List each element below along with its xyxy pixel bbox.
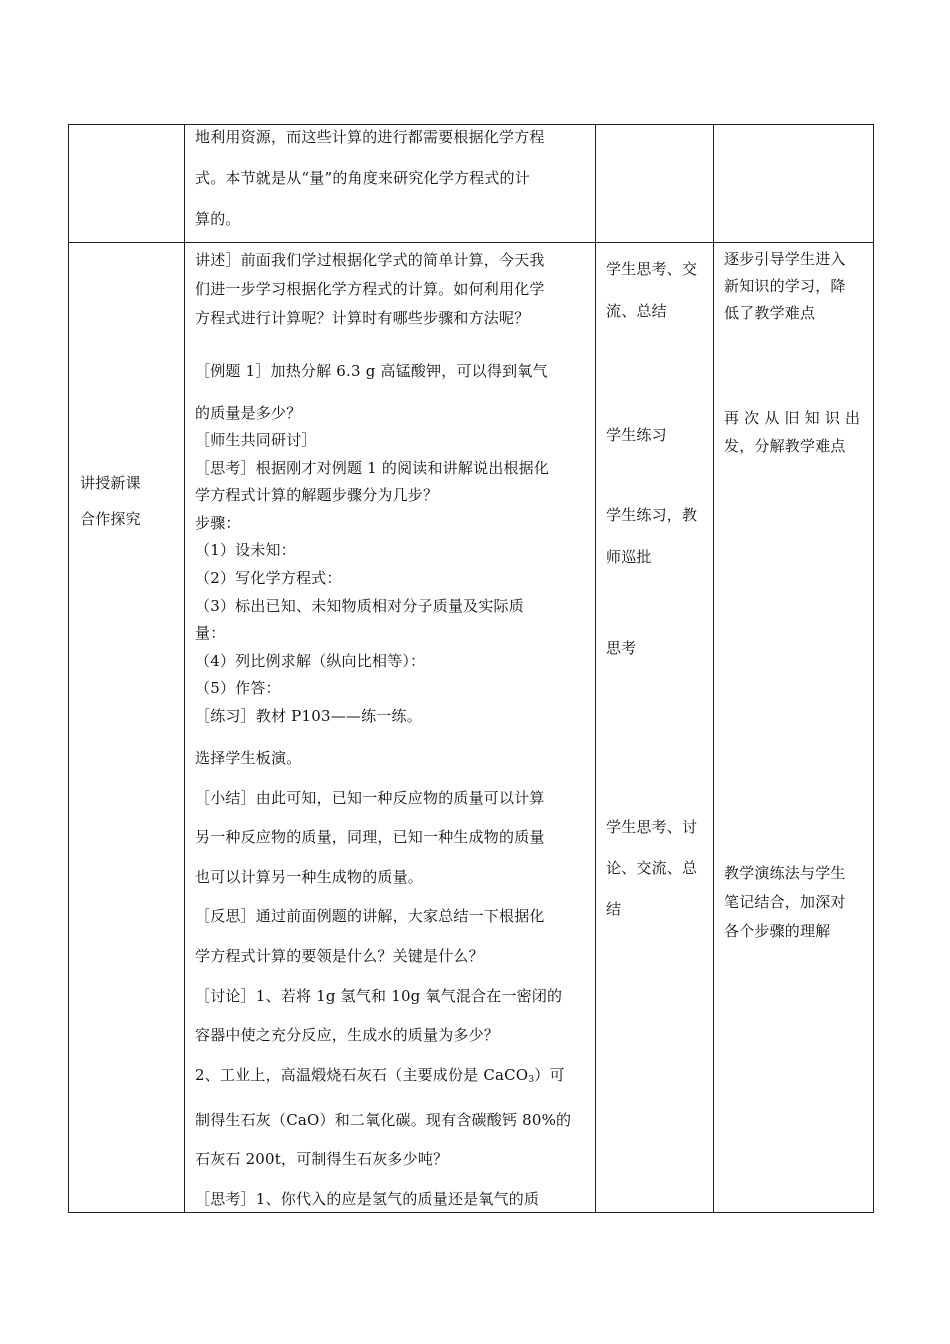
text-line: ［讨论］1、若将 1g 氢气和 10g 氧气混合在一密闭的 bbox=[195, 986, 563, 1005]
stage-label bbox=[80, 465, 141, 537]
lecture-intro bbox=[195, 246, 545, 333]
student-activity-e bbox=[606, 807, 697, 930]
practice-summary bbox=[195, 739, 562, 1056]
text-line: ［小结］由此可知，已知一种反应物的质量可以计算 bbox=[195, 788, 545, 807]
text-line: 思考 bbox=[606, 639, 637, 657]
text-line: 讲授新课 bbox=[80, 474, 141, 492]
text-line: 学方程式计算的要领是什么？关键是什么？ bbox=[195, 946, 484, 965]
solution-steps bbox=[195, 427, 549, 731]
text-line: 步骤： bbox=[195, 513, 241, 532]
text-line bbox=[195, 1056, 571, 1101]
text-line: 学生练习，教 bbox=[606, 506, 698, 524]
design-intent-c bbox=[724, 859, 846, 946]
text-line: 学方程式计算的解题步骤分为几步？ bbox=[195, 486, 439, 505]
formula-text: 2、工业上，高温煅烧石灰石（主要成份是 CaCO bbox=[195, 1066, 529, 1084]
design-intent-a bbox=[724, 246, 846, 327]
text-line: 论、交流、总 bbox=[606, 859, 698, 877]
text-line: ［师生共同研讨］ bbox=[195, 431, 317, 449]
text-line: 石灰石 200t，可制得生石灰多少吨？ bbox=[195, 1150, 449, 1169]
text-line: ［例题 1］加热分解 6.3 g 高锰酸钾，可以得到氧气 bbox=[195, 362, 548, 380]
student-activity-b bbox=[606, 426, 667, 445]
text-line: 低了教学难点 bbox=[724, 304, 816, 322]
text-line: 再 次 从 旧 知 识 出 bbox=[724, 409, 861, 427]
text-line: 容器中使之充分反应，生成水的质量为多少？ bbox=[195, 1026, 500, 1045]
text-line: （1）设未知： bbox=[195, 541, 296, 560]
text-line: （4）列比例求解（纵向比相等）： bbox=[195, 651, 426, 670]
design-intent-b bbox=[724, 404, 860, 460]
text-line: （2）写化学方程式： bbox=[195, 568, 342, 587]
column-divider-2 bbox=[595, 124, 596, 1213]
text-line: 式。本节就是从“量”的角度来研究化学方程式的计 bbox=[195, 169, 530, 187]
text-line: 学生思考、讨 bbox=[606, 818, 698, 836]
text-line: 学生思考、交 bbox=[606, 260, 698, 278]
text-line: ［思考］根据刚才对例题 1 的阅读和讲解说出根据化 bbox=[195, 458, 550, 477]
text-line: 新知识的学习，降 bbox=[724, 277, 846, 295]
row1-content bbox=[195, 117, 545, 240]
table-left-border bbox=[68, 124, 69, 1213]
text-line: ［练习］教材 P103——练一练。 bbox=[195, 706, 422, 725]
text-line: 的质量是多少？ bbox=[195, 404, 302, 422]
text-line: 方程式进行计算呢？计算时有哪些步骤和方法呢？ bbox=[195, 309, 530, 327]
text-line: 地利用资源，而这些计算的进行都需要根据化学方程 bbox=[195, 128, 545, 146]
subscript: 3 bbox=[528, 1075, 535, 1085]
text-line: ［思考］1、你代入的应是氢气的质量还是氧气的质 bbox=[195, 1189, 540, 1208]
text-line: （3）标出已知、未知物质相对分子质量及实际质 bbox=[195, 596, 524, 615]
text-line: 流、总结 bbox=[606, 302, 667, 320]
text-line: 另一种反应物的质量，同理，已知一种生成物的质量 bbox=[195, 828, 545, 847]
text-line: 们进一步学习根据化学方程式的计算。如何利用化学 bbox=[195, 280, 545, 298]
text-line: 逐步引导学生进入 bbox=[724, 250, 846, 268]
text-line: 也可以计算另一种生成物的质量。 bbox=[195, 867, 424, 886]
formula-text: ）可 bbox=[534, 1066, 565, 1084]
text-line: 合作探究 bbox=[80, 510, 141, 528]
text-line: 讲述］前面我们学过根据化学式的简单计算，今天我 bbox=[195, 251, 545, 269]
student-activity-c bbox=[606, 494, 697, 578]
example-1 bbox=[195, 350, 548, 434]
text-line: 教学演练法与学生 bbox=[724, 864, 846, 882]
text-line: 量： bbox=[195, 624, 226, 643]
text-line: 笔记结合，加深对 bbox=[724, 893, 846, 911]
text-line: 发，分解教学难点 bbox=[724, 437, 846, 455]
text-line: （5）作答： bbox=[195, 679, 281, 698]
text-line: 算的。 bbox=[195, 210, 241, 228]
student-activity-d bbox=[606, 639, 636, 658]
text-line: 学生练习 bbox=[606, 426, 667, 444]
text-line: 各个步骤的理解 bbox=[724, 922, 831, 940]
text-line: ［反思］通过前面例题的讲解，大家总结一下根据化 bbox=[195, 907, 545, 926]
text-line: 师巡批 bbox=[606, 548, 652, 566]
text-line: 结 bbox=[606, 900, 622, 918]
column-divider-3 bbox=[713, 124, 714, 1213]
student-activity-a bbox=[606, 248, 697, 332]
table-right-border bbox=[873, 124, 874, 1213]
text-line: 制得生石灰（CaO）和二氧化碳。现有含碳酸钙 80%的 bbox=[195, 1110, 572, 1129]
column-divider-1 bbox=[184, 124, 185, 1213]
industry-problem bbox=[195, 1056, 571, 1219]
row-divider bbox=[68, 242, 874, 243]
text-line: 选择学生板演。 bbox=[195, 749, 302, 767]
